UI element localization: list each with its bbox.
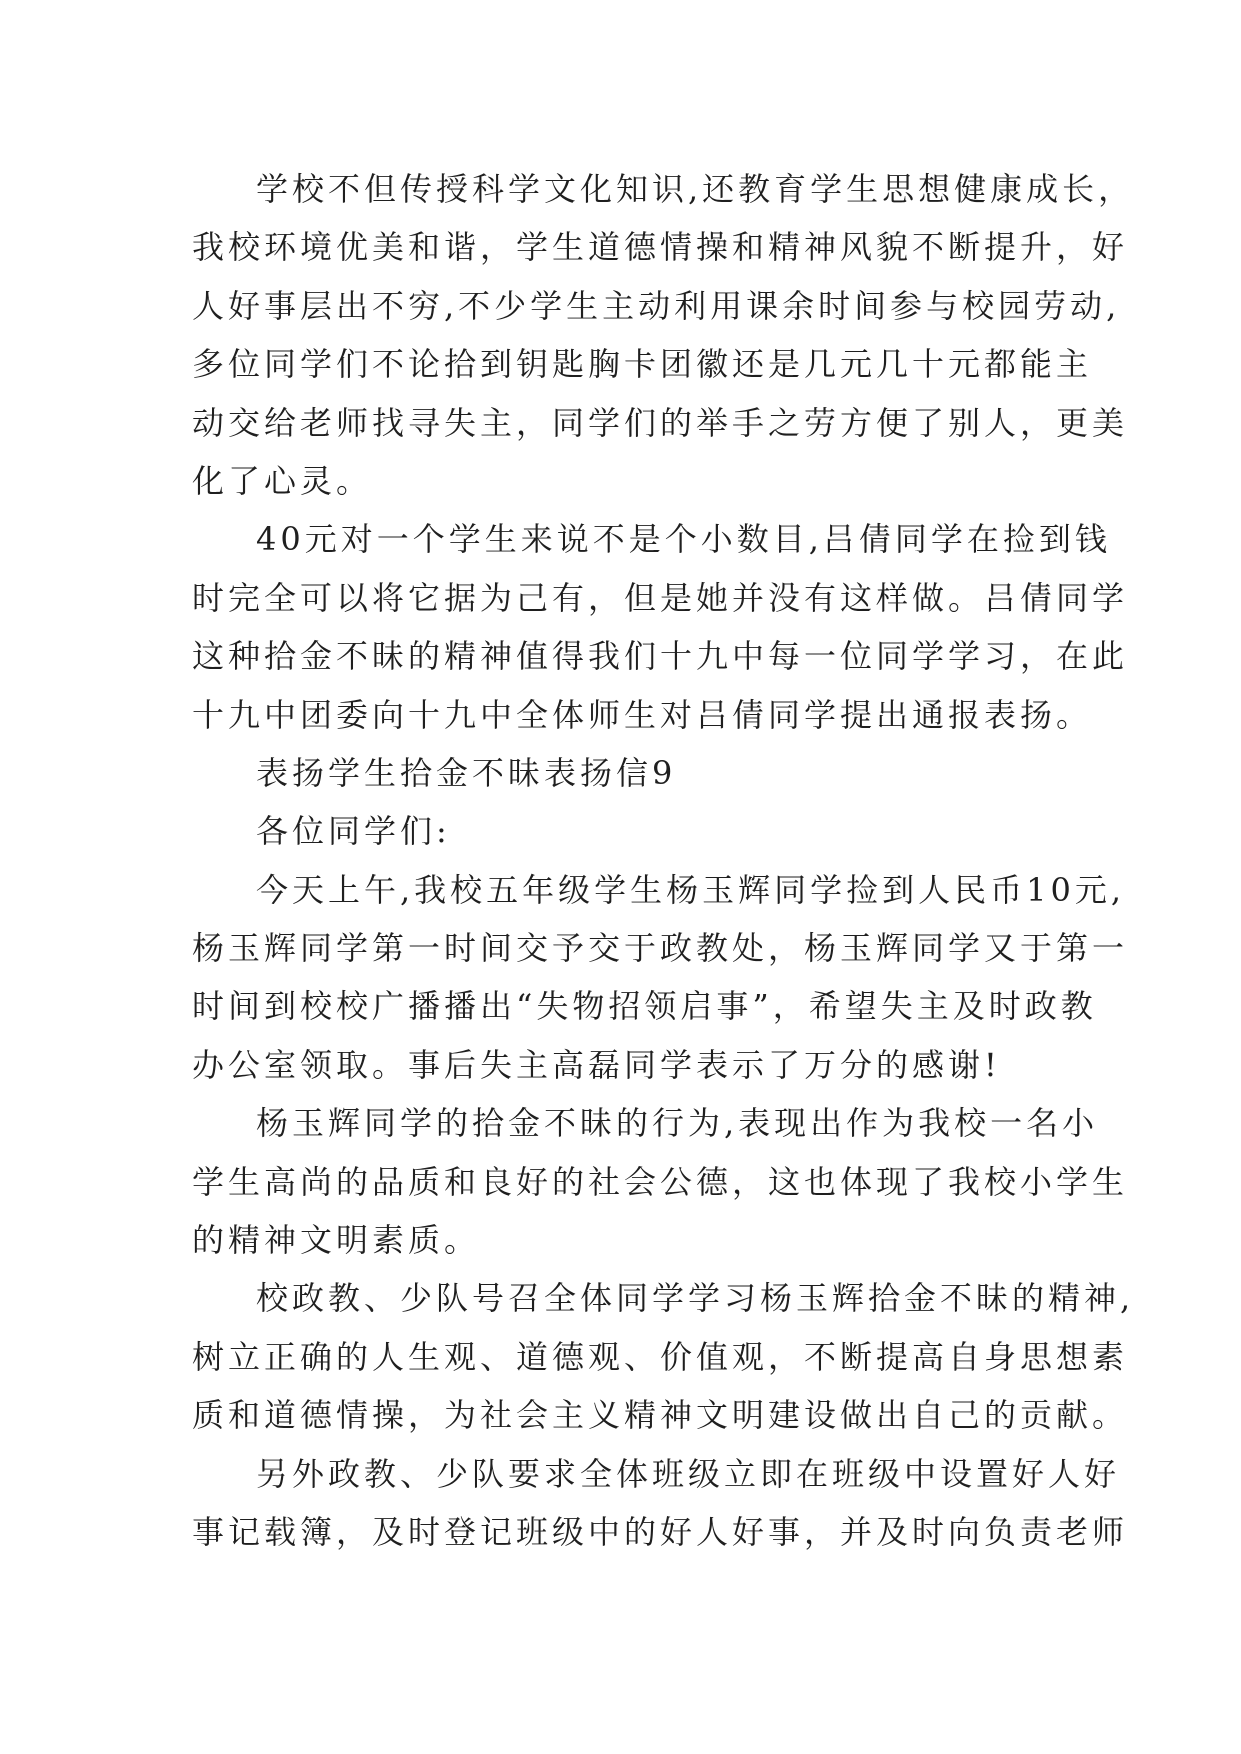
text-line: 的精神文明素质。	[192, 1221, 481, 1260]
document-body	[192, 160, 1135, 1561]
text-line: 杨玉辉同学第一时间交予交于政教处，杨玉辉同学又于第一	[192, 929, 1129, 968]
text-line: 事记载簿，及时登记班级中的好人好事，并及时向负责老师	[192, 1512, 1129, 1551]
text-line: 杨玉辉同学的拾金不昧的行为,表现出作为我校一名小	[256, 1104, 1099, 1143]
text-line: 时间到校校广播播出“失物招领启事”，希望失主及时政教	[192, 987, 1097, 1026]
text-line: 学生高尚的品质和良好的社会公德，这也体现了我校小学生	[192, 1162, 1129, 1201]
text-line: 十九中团委向十九中全体师生对吕倩同学提出通报表扬。	[192, 695, 1093, 734]
text-line: 多位同学们不论拾到钥匙胸卡团徽还是几元几十元都能主	[192, 345, 1093, 384]
text-line: 今天上午,我校五年级学生杨玉辉同学捡到人民币10元,	[256, 870, 1126, 909]
text-line: 另外政教、少队要求全体班级立即在班级中设置好人好	[256, 1454, 1121, 1493]
text-line: 40元对一个学生来说不是个小数目,吕倩同学在捡到钱	[256, 520, 1111, 559]
salutation: 各位同学们:	[256, 812, 451, 851]
text-line: 人好事层出不穷,不少学生主动利用课余时间参与校园劳动,	[192, 286, 1121, 325]
text-line: 办公室领取。事后失主高磊同学表示了万分的感谢!	[192, 1045, 1001, 1084]
text-line: 我校环境优美和谐，学生道德情操和精神风貌不断提升，好	[192, 228, 1129, 267]
text-line: 这种拾金不昧的精神值得我们十九中每一位同学学习，在此	[192, 637, 1129, 676]
section-title: 表扬学生拾金不昧表扬信9	[256, 753, 677, 792]
text-line: 学校不但传授科学文化知识,还教育学生思想健康成长，	[256, 170, 1135, 208]
text-line: 动交给老师找寻失主，同学们的举手之劳方便了别人，更美	[192, 403, 1129, 442]
text-line: 时完全可以将它据为己有，但是她并没有这样做。吕倩同学	[192, 578, 1129, 617]
text-line: 化了心灵。	[192, 461, 373, 500]
text-line: 树立正确的人生观、道德观、价值观，不断提高自身思想素	[192, 1337, 1129, 1376]
text-line: 校政教、少队号召全体同学学习杨玉辉拾金不昧的精神,	[256, 1279, 1135, 1318]
text-line: 质和道德情操，为社会主义精神文明建设做出自己的贡献。	[192, 1396, 1129, 1435]
